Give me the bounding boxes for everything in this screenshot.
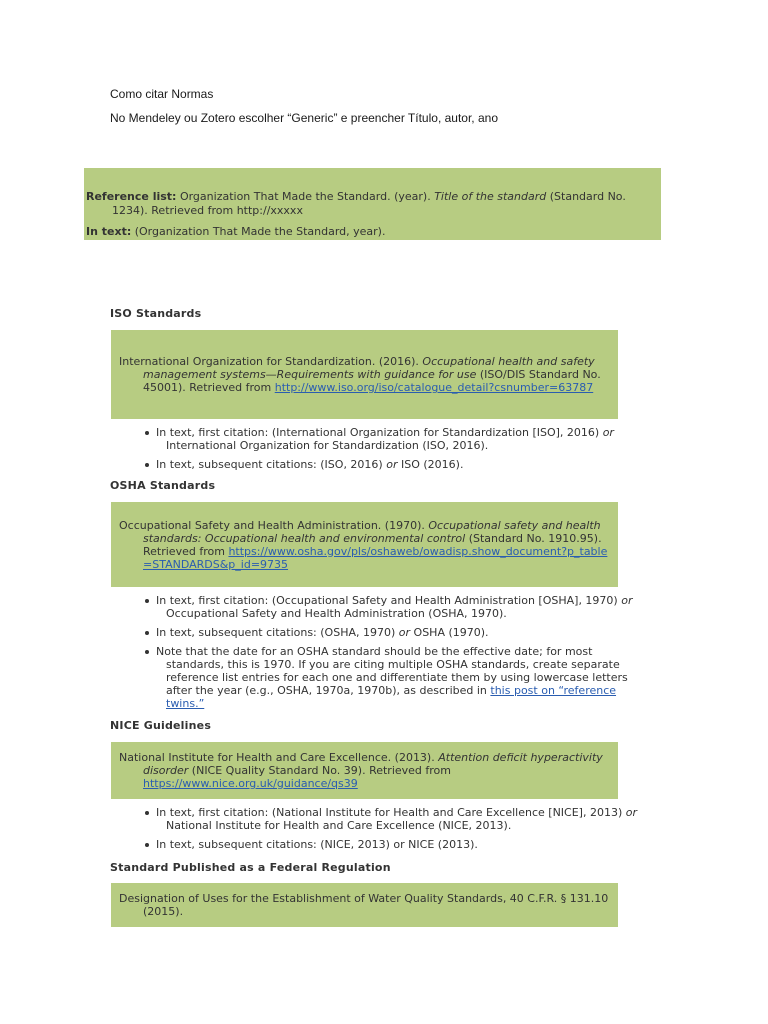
list-item: In text, first citation: (National Institute for Health and Care Excellence [NICE], 2013) or National Institute for Health and Care Excellence (NICE, 2013). [142, 806, 642, 832]
federal-heading: Standard Published as a Federal Regulation [110, 861, 391, 874]
osha-link[interactable]: https://www.osha.gov/pls/oshaweb/owadisp.show_document?p_table=STANDARDS&p_id=9735 [143, 544, 608, 571]
iso-link[interactable]: http://www.iso.org/iso/catalogue_detail?csnumber=63787 [274, 381, 594, 394]
in-text-label: In text: [86, 225, 132, 238]
iso-citation-box [111, 330, 618, 419]
list-item: In text, subsequent citations: (OSHA, 1970) or OSHA (1970). [142, 626, 642, 639]
osha-heading: OSHA Standards [110, 479, 216, 492]
federal-citation: Designation of Uses for the Establishment of Water Quality Standards, 40 C.F.R. § 131.10 (2015). [119, 892, 609, 918]
osha-citation-box [111, 502, 618, 587]
page-instruction: No Mendeley ou Zotero escolher “Generic” e preencher Título, autor, ano [110, 111, 498, 125]
nice-citation-box [111, 742, 618, 799]
reference-format-box [84, 168, 661, 240]
page-title: Como citar Normas [110, 87, 214, 101]
osha-citation: Occupational Safety and Health Administration. (1970). Occupational safety and health standards: Occupational health and environmental control (Standard No. 1910.95). Retrieved from https://www.osha.gov/pls/oshaweb/owadisp.show_document?p_table=STANDARDS&p_id=9735 [119, 518, 608, 571]
nice-link[interactable]: https://www.nice.org.uk/guidance/qs39 [143, 777, 358, 790]
nice-heading: NICE Guidelines [110, 719, 212, 732]
iso-citation: International Organization for Standardization. (2016). Occupational health and safety management systems—Requirements with guidance for use (ISO/DIS Standard No. 45001). Retrieved from http://www.iso.org/iso/catalogue_detail?csnumber=63787 [119, 355, 601, 394]
list-item: In text, subsequent citations: (ISO, 2016) or ISO (2016). [142, 458, 642, 471]
list-item: In text, first citation: (International Organization for Standardization [ISO], 2016) or International Organization for Standardization (ISO, 2016). [142, 426, 642, 452]
nice-intext-list [142, 806, 642, 857]
iso-intext-list [142, 426, 642, 477]
list-item: Note that the date for an OSHA standard should be the effective date; for most standards, this is 1970. If you are citing multiple OSHA standards, create separate reference list entries for each one and differentiate them by using lowercase letters after the year (e.g., OSHA, 1970a, 1970b), as described in this post on “reference twins.” [142, 645, 642, 710]
in-text-format: In text: (Organization That Made the Standard, year). [86, 225, 386, 238]
list-item: In text, subsequent citations: (NICE, 2013) or NICE (2013). [142, 838, 642, 851]
iso-heading: ISO Standards [110, 307, 202, 320]
reference-list-format: Reference list: Organization That Made the Standard. (year). Title of the standard (Standard No. 1234). Retrieved from http://xxxxx [86, 190, 626, 217]
osha-intext-list [142, 594, 642, 716]
list-item: In text, first citation: (Occupational Safety and Health Administration [OSHA], 1970) or Occupational Safety and Health Administration (OSHA, 1970). [142, 594, 642, 620]
federal-citation-box [111, 883, 618, 927]
reference-twins-link[interactable]: this post on “reference twins.” [166, 684, 617, 710]
nice-citation: National Institute for Health and Care Excellence. (2013). Attention deficit hyperactivity disorder (NICE Quality Standard No. 39). Retrieved from https://www.nice.org.uk/guidance/qs39 [119, 751, 603, 790]
reference-list-label: Reference list: [86, 190, 177, 203]
